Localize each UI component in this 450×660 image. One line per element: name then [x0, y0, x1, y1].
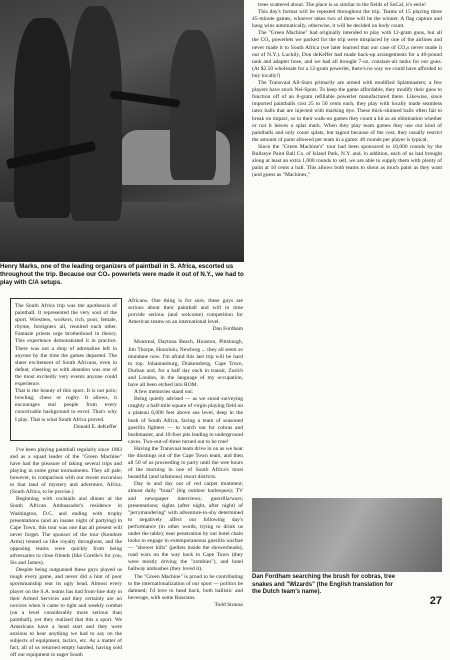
column-1: [10, 298, 122, 659]
paragraph: Day in and day out of red carpet treatment; almost daily "braai" (big outdoor barbeques); TV and newspaper interviews; guerrilla/wars; presentations; sights (after night, after night) of "jerrymandering" with adventure-to-shy determined to negatively affect our following day's performance (in other words, trying to drink us under the table); near penetration by our hotel chain looks to engage in extemporaneous guerilla warfare — "shower kills" (pellets inside the showerheads), road wars on the way back to Cape Town (they were mostly driving the "zombies"), and hotel hallway ambushes (they loved it).: [128, 481, 243, 573]
photo-player-center: [70, 6, 122, 221]
signature: Dan Fordham: [212, 326, 243, 333]
paragraph: trees scattered about. The place is so similar to the fields of SoCal, it's eerie!: [258, 2, 426, 8]
box-paragraph: That is the beauty of this sport. It is not polo; bowling; chess or rugby. It allows, it encourages real people from every conceivable background to excel. That's why I play. That is what South Africa proved.: [15, 388, 117, 423]
paragraph: This day's format will be repeated throughout the trip. Teams of 15 playing three 45-minute games, whoever takes two of three will be the winner. A flag capture and hang wins automatically, otherwise, it will be decided on body count.: [252, 9, 442, 30]
paragraph: The Transvaal All-Stars primarily are armed with modified Splatmasters; a few players have stock Nel-Spots. To keep the game affordable, they modify their guns to function off of an 8-gram refillable powerlet manufactured there. Likewise, since imported paintballs cost 25 to 50 cents each, they play with locally made seamless latex balls that are injected with marking dye. These thick-skinned balls often fail to break on impact, so in their walk-on games they count a hit as an elimination whether or not it leaves a splat mark. When they play team games they use our kind of paintballs and only count splats, but tagout because of the cost, they usually restrict the amount of paint allowed per team in a game: 40 rounds per player is typical.: [252, 80, 442, 143]
signature: Todd Strauss: [214, 601, 243, 608]
column-2: [128, 298, 243, 610]
sidebar-box-2: [128, 298, 243, 333]
paragraph: The "Green Machine" had originally intended to play with 12-gram guns, but all the CO₂ powerlets we packed for the trip were misplaced by one of the airlines and never made it to South Africa (we later learned that our case of CO₂s never made it out of N.Y.). Luckily, Don deKeffer had made back-up arrangements for a 40-pound tank and adapter hose, and we had all brought 7-oz. constant-air tanks for our guns. (At $2.50 wholesale for a 12-gram powerlet, there's no way we could have afforded to buy locally!): [252, 30, 442, 79]
paragraph: I've been playing paintball regularly since 1983 and as a squad leader of the "Green Machine" have had the pleasure of taking several trips and playing in some great tournaments. They all pale, however, in comparison with our recent excursion to that land of mystery and adventure, Africa. (South Africa, to be precise.): [10, 446, 122, 496]
column-3: [252, 2, 442, 494]
secondary-photo: [252, 498, 442, 572]
secondary-photo-caption: Dan Fordham searching the brush for cobras, tree snakes and "Wizards" (the English translation for the Dutch team's name).: [252, 574, 396, 596]
paragraph: Beginning with cocktails and dinner at the South African Ambassador's residence in Washington, D.C. and ending with trophy presentations (and an insane night of partying) in Cape Town, this tour was one that all present will never forget. The sponsor of the tour (Kendore Arms) treated us like royalty throughout, and the opposing teams were quickly from being adversaries to close friends (like Corelle's for you, Sis and James).: [10, 496, 122, 567]
paragraph: Being quietly advised — as we stood surveying roughly a half-mile square of virgin playing field on a plateau 6,000 feet above sea level, deep in the bush of South Africa, facing a team of seasoned guerilla fighters — to watch out for cobras and bushmaster, and 10-foot pits leading to underground caves. Two-out-of-three turned out to be true!: [128, 396, 244, 445]
page-number: 27: [429, 595, 442, 607]
photo-player-left: [14, 18, 72, 218]
paragraph: Having the Transvaal team drive in on as we hear the dinstings out of the Cape Town team, and then all 50 of us proceeding to party until the wee hours of the morning in one of South Africa's most beautiful (and infamous) resort districts.: [128, 445, 243, 481]
box-paragraph: The South Africa trip was the apotheosis of paintball. It represented the very soul of the sport. Wrestlers, workers, rich, poor, female, rhyme, foreigners all, reunited each other. Fantasie priests urge brotherhood in theory. This experience demonstrated it in practice. There was not a drop of adrenaline left in anyone by the time the games departed. The sheer excitement of South Africans, even in defeat, cheering us with abandon was one of the most excitedly very events anyone could experience.: [15, 303, 117, 388]
paragraph: The "Green Machine" is proud to be contributing to the internationalization of our sport — politics be damned; I'd love to head back, both ballistic and beverage, with some Russians.: [128, 573, 243, 601]
box-signature: Donald E. deKeffer: [73, 423, 117, 430]
paragraph: Despite being outgunned these guys played us tough every game, and never did a hint of poor sportsmanship rear its ugly head. Almost every player on the S.A. teams has had front-line duty in their Armed Services and they certainly are no novices when it came to tight and weekly combat (on a level considerably more serious than paintball), yet they realized that this a sport. We Americans have a head start and they were anxious to hear anything we had to say on the subjects of equipment, tactics, etc. As a matter of fact, all of us returned empty handed, having sold off our equipment to eager South: [10, 567, 122, 659]
sidebar-box: [10, 298, 122, 441]
paragraph: A few memories stand out:: [134, 389, 194, 396]
paragraph: Montreal, Daytona Beach, Houston, Pittsburgh, Jim Thorpe, Honolulu, Newburg ... they all seem so mundane now. I'm afraid this last trip will be hard to top. Johannesburg, Drakensberg, Cape Town, Durban and, for a half day each in transit, Zurich and London, in the language of my occupation, have all been etched into ROM.: [128, 339, 243, 389]
photo-caption: Henry Marks, one of the leading organizers of paintball in S. Africa, escorted us throughout the trip. Because our CO₂ powerlets were made it out of N.Y., we had to play with C/A setups.: [0, 263, 244, 286]
paragraph: Since the "Green Machine's" tour had been sponsored to 10,000 rounds by the Bullseye Paint Ball Co. of Island Park, N.Y. and, in addition, each of us had brought along at least an extra 1,000 rounds to sell, we are able to supply them with plenty of paint at 10 cents a ball. This allows both teams to shoot as much paint as they want (and guess as "Machines,": [252, 143, 442, 179]
main-photo: [0, 0, 244, 262]
paragraph: Africans. One thing is for sure, these guys are serious about their paintball and will in time provide serious (and welcome) competition for American teams on an international level.: [128, 298, 243, 326]
